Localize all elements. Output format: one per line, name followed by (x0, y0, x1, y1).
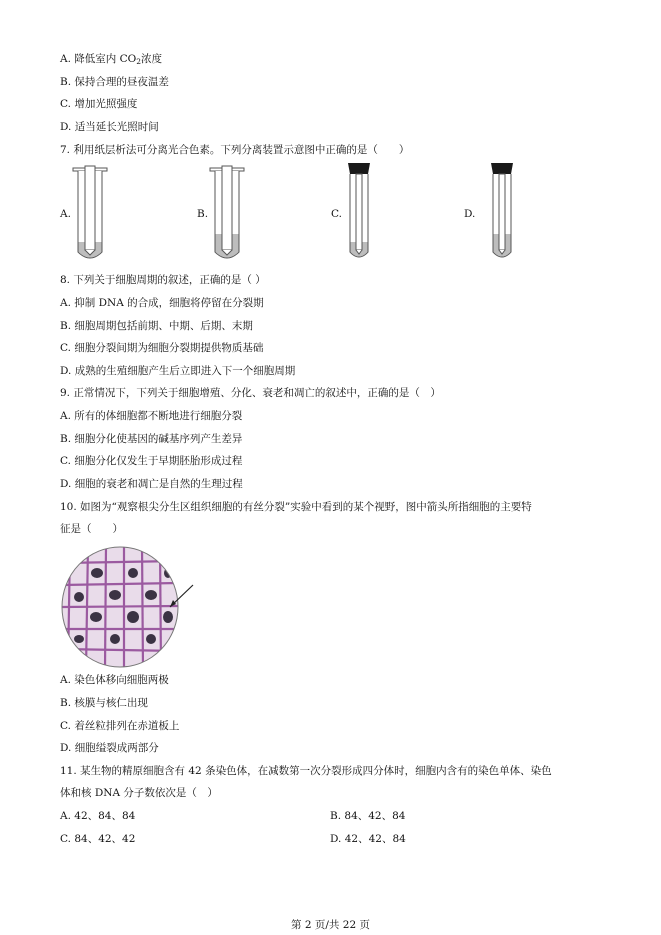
q10-option-d: D. 细胞缢裂成两部分 (60, 742, 159, 754)
tube-label-c: C. (331, 208, 342, 220)
q6-option-d: D. 适当延长光照时间 (60, 121, 159, 133)
q9-stem: 9. 正常情况下，下列关于细胞增殖、分化、衰老和凋亡的叙述中，正确的是（ ） (60, 387, 441, 399)
co2-subscript: 2 (136, 57, 142, 66)
tube-option-c (331, 160, 391, 270)
tube-option-b (197, 160, 257, 270)
test-tube-b-icon (209, 160, 245, 270)
page-number-footer: 第 2 页/共 22 页 (291, 919, 370, 931)
q9-option-b: B. 细胞分化使基因的碱基序列产生差异 (60, 433, 243, 445)
q6-option-a-text: A. 降低室内 CO (60, 53, 137, 65)
q9-option-a: A. 所有的体细胞都不断地进行细胞分裂 (60, 410, 243, 422)
q10-option-c: C. 着丝粒排列在赤道板上 (60, 720, 180, 732)
q6-option-c: C. 增加光照强度 (60, 98, 138, 110)
tube-option-a (60, 160, 120, 270)
q9-option-d: D. 细胞的衰老和凋亡是自然的生理过程 (60, 478, 243, 490)
stoppered-tube-c-icon (341, 160, 377, 270)
q7-stem: 7. 利用纸层析法可分离光合色素。下列分离装置示意图中正确的是（ ） (60, 144, 410, 156)
q11-option-d: D. 42、42、84 (330, 833, 406, 845)
q11-option-b: B. 84、42、84 (330, 810, 406, 822)
q11-option-c: C. 84、42、42 (60, 833, 136, 845)
root-tip-micrograph (60, 545, 200, 670)
tube-option-d (464, 160, 524, 270)
q10-option-a: A. 染色体移向细胞两极 (60, 674, 169, 686)
q6-option-a-tail: 浓度 (141, 53, 163, 65)
q10-stem-line2: 征是（ ） (60, 523, 123, 535)
q8-option-b: B. 细胞周期包括前期、中期、后期、末期 (60, 320, 253, 332)
q8-stem: 8. 下列关于细胞周期的叙述，正确的是（ ） (60, 274, 266, 286)
stoppered-tube-d-icon (484, 160, 520, 270)
q8-option-d: D. 成熟的生殖细胞产生后立即进入下一个细胞周期 (60, 365, 296, 377)
q6-option-b: B. 保持合理的昼夜温差 (60, 76, 169, 88)
q11-stem-line2: 体和核 DNA 分子数依次是（ ） (60, 787, 218, 799)
q10-stem-line1: 10. 如图为“观察根尖分生区组织细胞的有丝分裂”实验中看到的某个视野，图中箭头所指细胞的主要特 (60, 501, 532, 513)
tube-label-d: D. (464, 208, 476, 220)
tube-label-a: A. (60, 208, 71, 220)
q11-option-a: A. 42、84、84 (60, 810, 136, 822)
q7-tube-diagrams (60, 160, 620, 270)
q9-option-c: C. 细胞分化仅发生于早期胚胎形成过程 (60, 455, 243, 467)
q8-option-a: A. 抑制 DNA 的合成，细胞将停留在分裂期 (60, 297, 264, 309)
q8-option-c: C. 细胞分裂间期为细胞分裂期提供物质基础 (60, 342, 264, 354)
q6-option-a (60, 52, 162, 69)
q11-stem-line1: 11. 某生物的精原细胞含有 42 条染色体，在减数第一次分裂形成四分体时，细胞内含有的染色单体、染色 (60, 765, 552, 777)
tube-label-b: B. (197, 208, 209, 220)
q10-option-b: B. 核膜与核仁出现 (60, 697, 148, 709)
test-tube-a-icon (72, 160, 108, 270)
